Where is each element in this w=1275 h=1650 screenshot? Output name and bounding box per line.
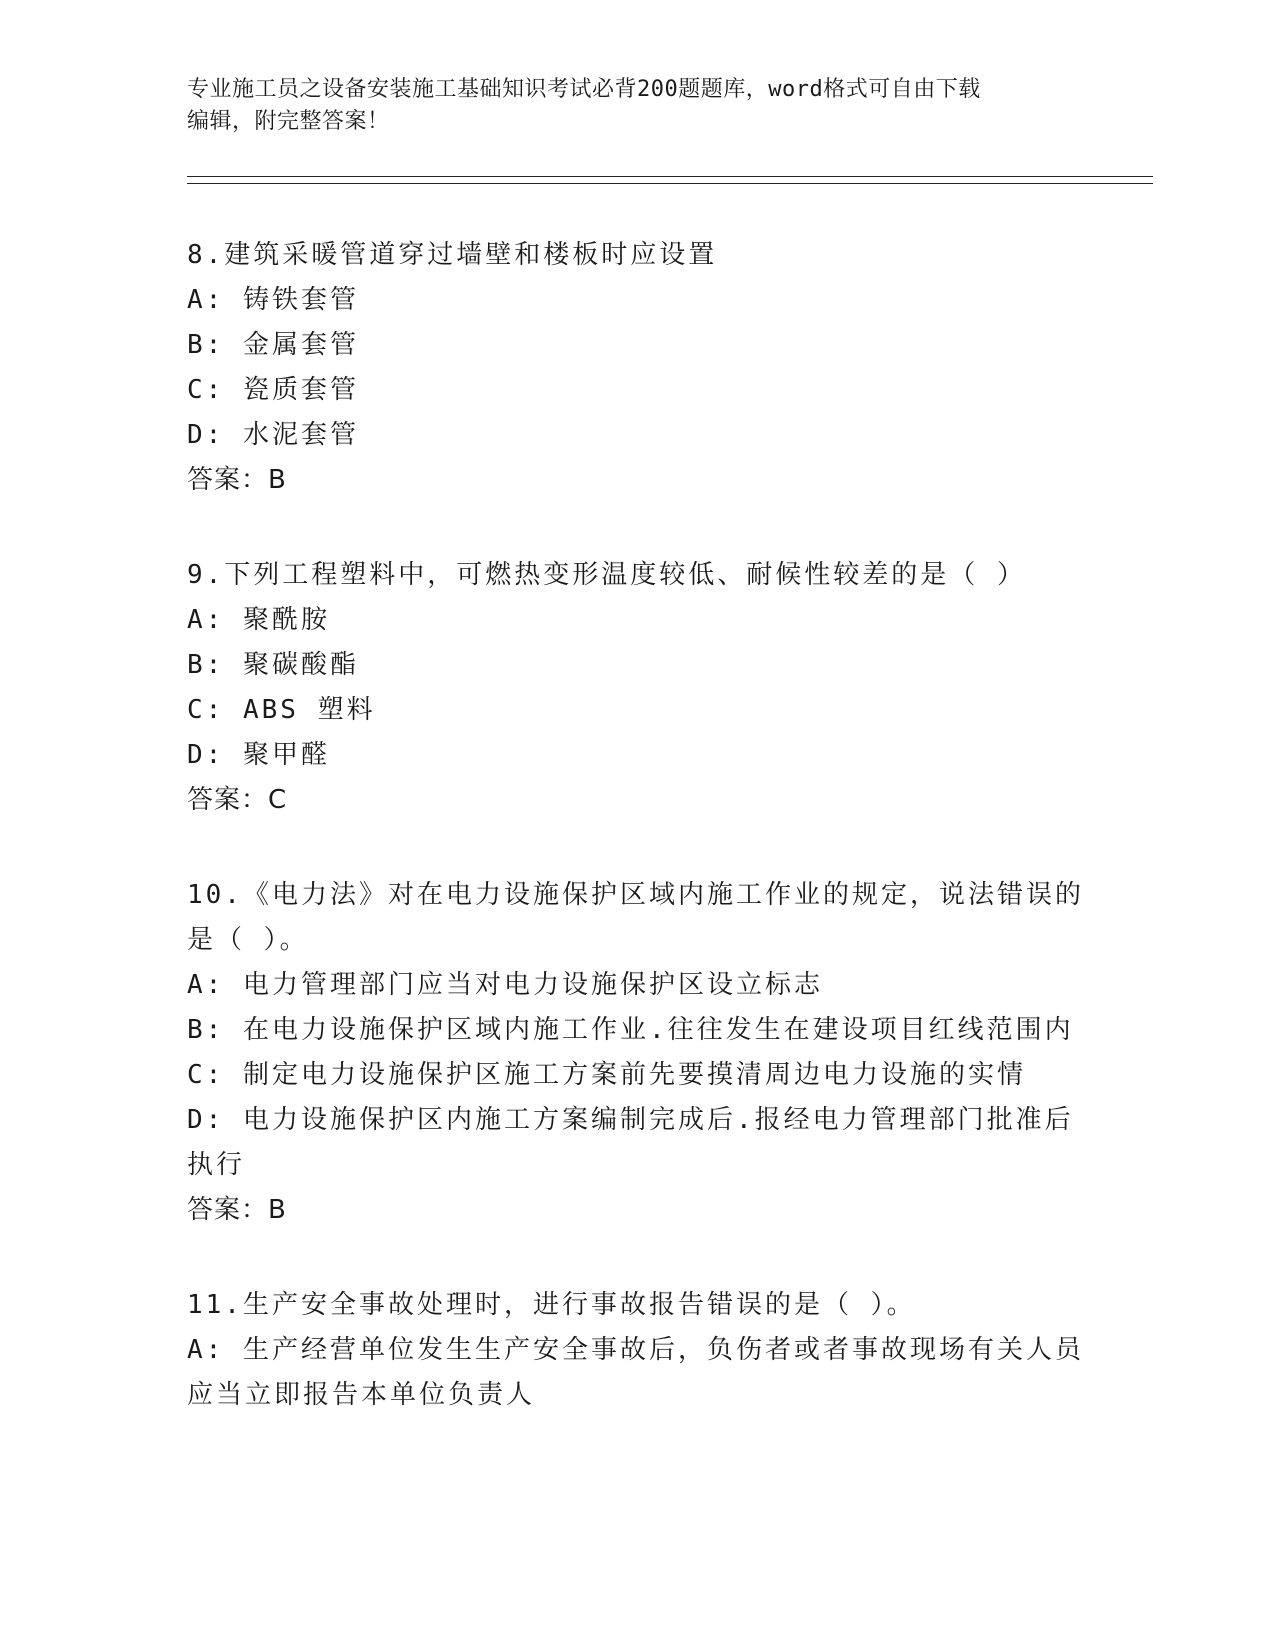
header-line-1: 专业施工员之设备安装施工基础知识考试必背200题题库，word格式可自由下载 (187, 77, 981, 102)
option-c: C: ABS 塑料 (187, 695, 376, 725)
option-a: A: 电力管理部门应当对电力设施保护区设立标志 (187, 970, 823, 1000)
question-10 (187, 873, 1087, 1233)
answer: 答案：B (187, 465, 287, 495)
answer: 答案：C (187, 785, 288, 815)
option-a: A: 铸铁套管 (187, 285, 359, 315)
question-stem-line-1: 10.《电力法》对在电力设施保护区域内施工作业的规定，说法错误的 (187, 880, 1084, 910)
option-c: C: 瓷质套管 (187, 375, 359, 405)
question-8 (187, 233, 1087, 503)
question-stem: 9.下列工程塑料中，可燃热变形温度较低、耐候性较差的是（ ） (187, 560, 1026, 590)
option-b: B: 金属套管 (187, 330, 359, 360)
option-d-line-1: D: 电力设施保护区内施工方案编制完成后.报经电力管理部门批准后 (187, 1105, 1074, 1135)
option-b: B: 在电力设施保护区域内施工作业.往往发生在建设项目红线范围内 (187, 1015, 1074, 1045)
question-9 (187, 553, 1087, 823)
option-b: B: 聚碳酸酯 (187, 650, 359, 680)
header-line-2: 编辑，附完整答案！ (187, 109, 390, 134)
option-a-line-2: 应当立即报告本单位负责人 (187, 1380, 536, 1410)
option-d: D: 水泥套管 (187, 420, 359, 450)
option-d: D: 聚甲醛 (187, 740, 330, 770)
question-stem: 8.建筑采暖管道穿过墙壁和楼板时应设置 (187, 240, 718, 270)
option-d-line-2: 执行 (187, 1150, 246, 1180)
question-11 (187, 1283, 1087, 1418)
question-stem: 11.生产安全事故处理时，进行事故报告错误的是（ ）。 (187, 1290, 916, 1320)
question-stem-line-2: 是（ ）。 (187, 925, 309, 955)
document-header (187, 74, 1077, 138)
answer: 答案：B (187, 1195, 287, 1225)
header-divider-bottom (187, 183, 1153, 184)
option-a-line-1: A: 生产经营单位发生生产安全事故后，负伤者或者事故现场有关人员 (187, 1335, 1084, 1365)
header-divider-top (187, 176, 1153, 177)
option-c: C: 制定电力设施保护区施工方案前先要摸清周边电力设施的实情 (187, 1060, 1026, 1090)
option-a: A: 聚酰胺 (187, 605, 330, 635)
